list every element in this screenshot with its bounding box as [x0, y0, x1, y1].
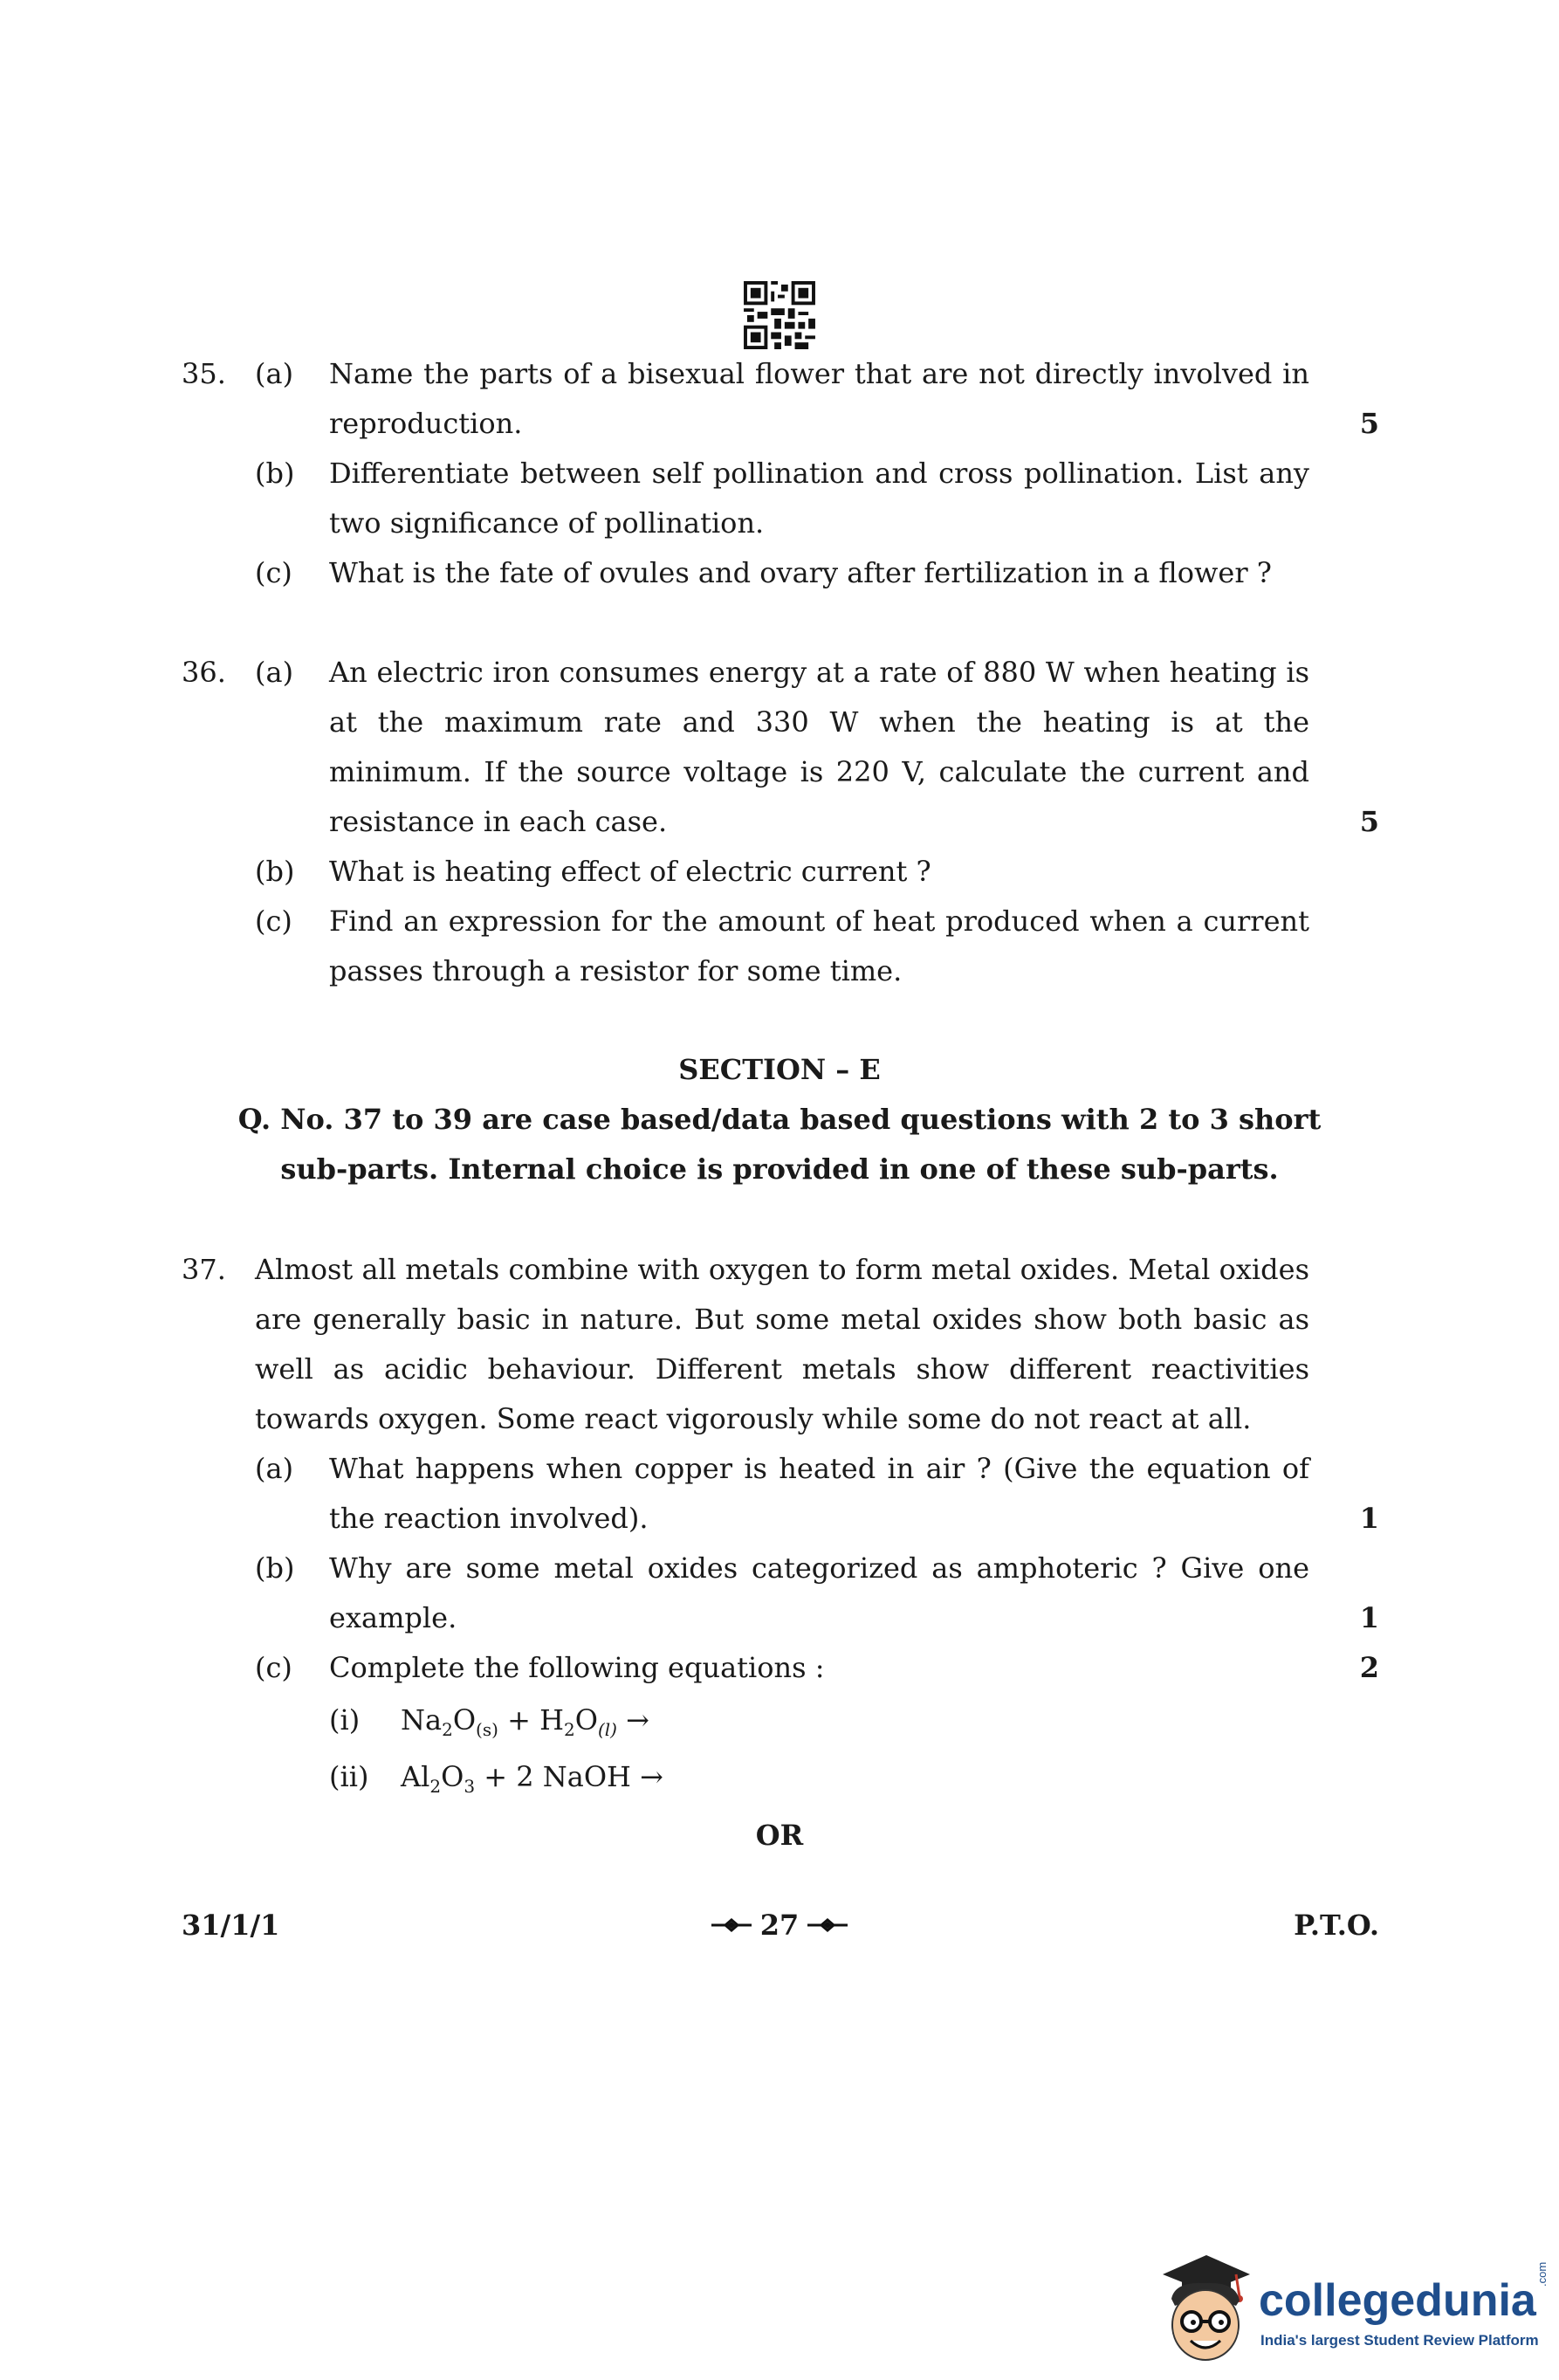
question-35-c-text: What is the fate of ovules and ovary after fertilization in a flower ? [329, 556, 1272, 589]
equation-ii-label: (ii) [329, 1760, 369, 1793]
question-37-b-label: (b) [255, 1551, 295, 1585]
question-35-number: 35. [182, 357, 226, 390]
question-37-c-label: (c) [255, 1651, 292, 1684]
section-e-instruction: Q. No. 37 to 39 are case based/data based questions with 2 to 3 short [237, 1103, 1322, 1136]
mascot-icon [1152, 2248, 1257, 2370]
question-37-a-label: (a) [255, 1452, 294, 1485]
brand-dotcom: .com [1535, 2261, 1549, 2287]
question-37-intro-cont: towards oxygen. Some react vigorously while some do not react at all. [255, 1402, 1252, 1435]
question-36-b-text: What is heating effect of electric current ? [329, 855, 931, 888]
question-36-number: 36. [182, 656, 226, 689]
equation-ii: $Al_2O_3 + 2$ NaOH → [401, 1760, 663, 1797]
section-e-instruction-cont: sub-parts. Internal choice is provided in one of these sub-parts. [280, 1152, 1279, 1186]
equation-i: $Na_2O_{(s)} + H_2O_{(l)}$ → [401, 1703, 649, 1740]
page-number: 27 [759, 1909, 800, 1942]
question-37-a-text: What happens when copper is heated in air ? (Give the equation of [329, 1452, 1309, 1485]
question-35-a-text: Name the parts of a bisexual flower that are not directly involved in [329, 357, 1309, 390]
question-37-number: 37. [182, 1253, 226, 1286]
question-36-a-text-cont: resistance in each case. [329, 805, 668, 838]
question-35-marks: 5 [1359, 407, 1379, 440]
pto-label: P.T.O. [1294, 1909, 1379, 1942]
ornament-left-icon [711, 1918, 752, 1932]
question-36-a-text: An electric iron consumes energy at a rate of 880 W when heating is [329, 656, 1309, 689]
question-35-b-label: (b) [255, 457, 295, 490]
page-number-group [692, 1908, 867, 1943]
question-37-intro: Almost all metals combine with oxygen to form metal oxides. Metal oxides [255, 1253, 1309, 1286]
question-36-c-text-cont: passes through a resistor for some time. [329, 954, 903, 987]
equation-i-label: (i) [329, 1703, 361, 1737]
question-35-b-text-cont: two significance of pollination. [329, 506, 765, 540]
or-separator: OR [755, 1819, 804, 1852]
question-35-b-text: Differentiate between self pollination and cross pollination. List any [329, 457, 1309, 490]
question-37-intro-cont: are generally basic in nature. But some metal oxides show both basic as [255, 1303, 1309, 1336]
brand-tagline: India's largest Student Review Platform [1260, 2332, 1539, 2349]
question-35-c-label: (c) [255, 556, 292, 589]
question-37-b-text: Why are some metal oxides categorized as amphoteric ? Give one [329, 1551, 1309, 1585]
question-37-b-text-cont: example. [329, 1601, 457, 1634]
question-37-a-text-cont: the reaction involved). [329, 1502, 649, 1535]
question-37-b-marks: 1 [1359, 1601, 1379, 1634]
qr-code-icon [743, 281, 816, 349]
paper-code: 31/1/1 [182, 1909, 280, 1942]
question-37-a-marks: 1 [1359, 1502, 1379, 1535]
brand-name: collegedunia [1259, 2275, 1536, 2326]
ornament-right-icon [807, 1918, 848, 1932]
question-35-a-text-cont: reproduction. [329, 407, 523, 440]
question-36-b-label: (b) [255, 855, 295, 888]
section-e-heading: SECTION – E [678, 1053, 881, 1086]
question-36-marks: 5 [1359, 805, 1379, 838]
question-37-c-text: Complete the following equations : [329, 1651, 825, 1684]
question-37-c-marks: 2 [1359, 1651, 1379, 1684]
question-36-c-label: (c) [255, 905, 292, 938]
question-36-a-text-cont: at the maximum rate and 330 W when the heating is at the [329, 705, 1309, 739]
question-36-a-label: (a) [255, 656, 294, 689]
question-37-intro-cont: well as acidic behaviour. Different metals show different reactivities [255, 1352, 1309, 1386]
question-36-c-text: Find an expression for the amount of heat produced when a current [329, 905, 1309, 938]
question-35-a-label: (a) [255, 357, 294, 390]
question-36-a-text-cont: minimum. If the source voltage is 220 V, calculate the current and [329, 755, 1309, 788]
